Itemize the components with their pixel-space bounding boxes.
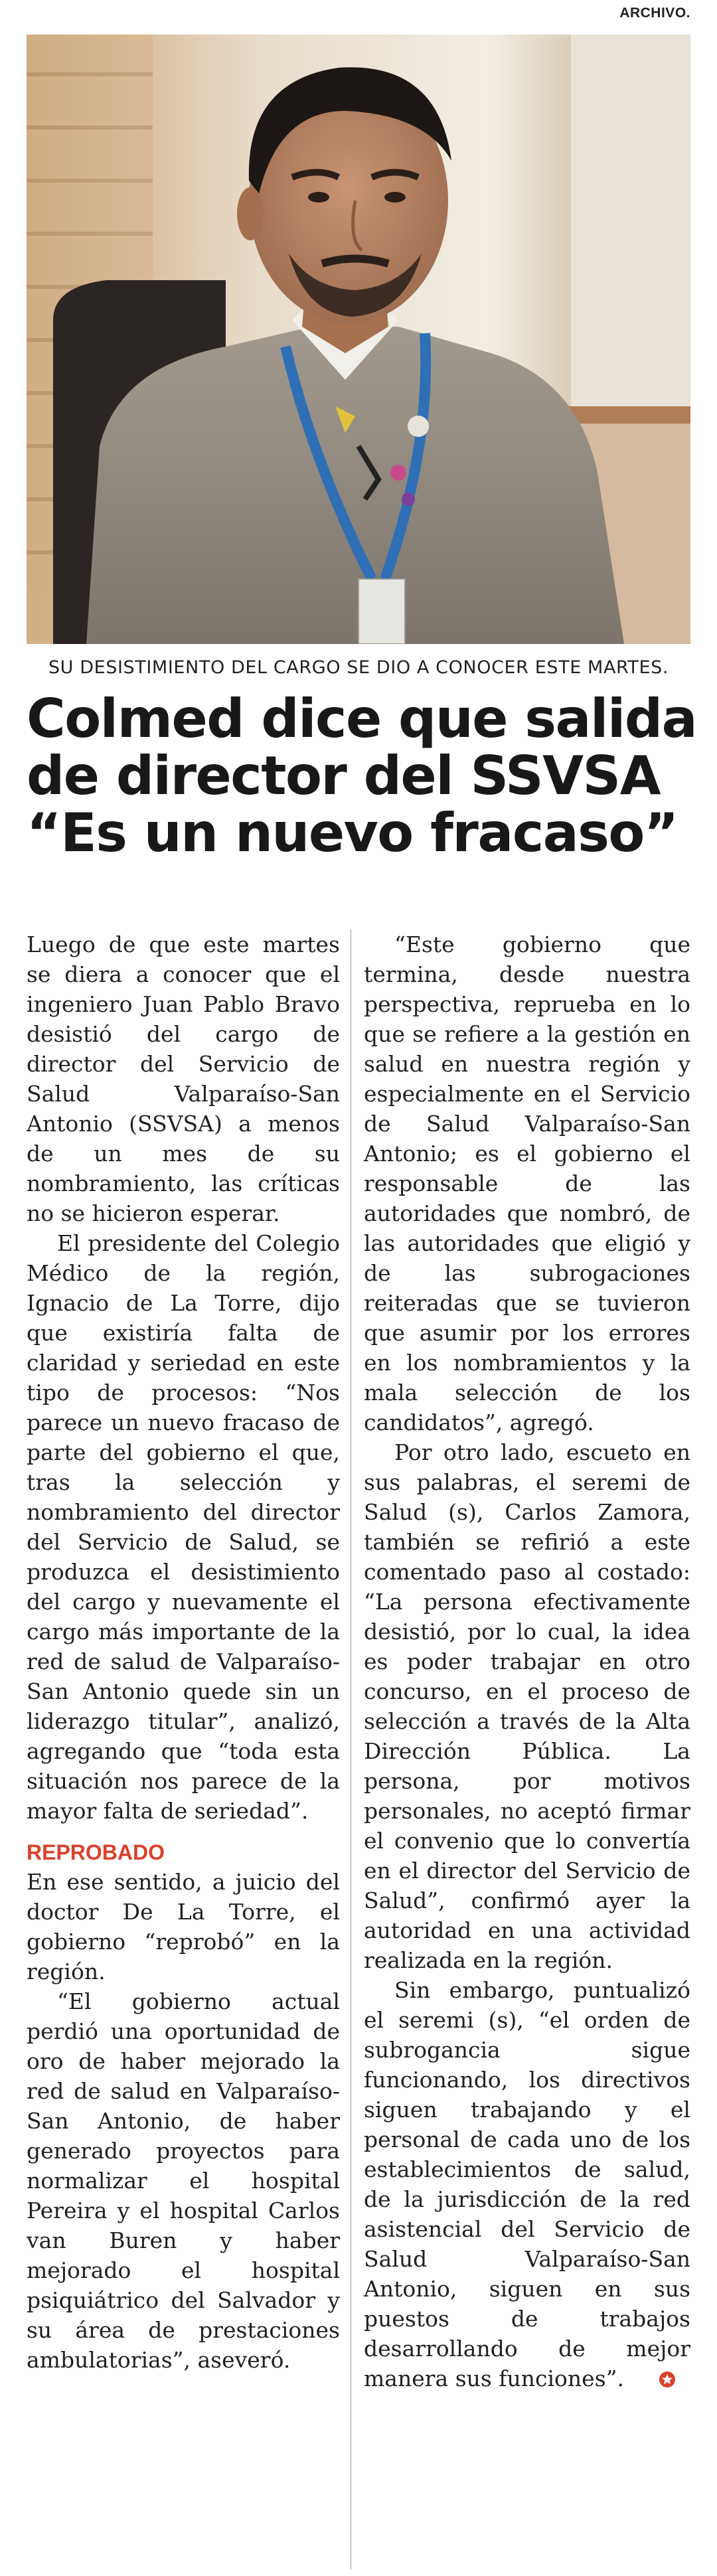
headline-line-1: Colmed dice que salida: [27, 688, 697, 750]
paragraph-president: El presidente del Colegio Médico de la región, Ignacio de La Torre, dijo que existiría falta de claridad y seriedad en este tipo de procesos: “Nos parece un nuevo fracaso de parte del gobierno el que, tras la selección y nombramiento del director del Servicio de Salud, se produzca el desistimiento del cargo y nuevamente el cargo más importante de la red de salud de Valparaíso-San Antonio quede sin un liderazgo titular”, analizó, agregando que “toda esta situación nos parece de la mayor falta de seriedad”.: [27, 1230, 340, 1824]
headline: [27, 688, 697, 864]
subheading-reprobado: REPROBADO: [27, 1840, 165, 1864]
headline-line-2: de director del SSVSA: [27, 745, 661, 807]
photo-caption: SU DESISTIMIENTO DEL CARGO SE DIO A CONOCER ESTE MARTES.: [48, 657, 669, 678]
paragraph-quote-continued: “Este gobierno que termina, desde nuestra perspectiva, reprueba en lo que se refiere a la gestión en salud en nuestra región y especialmente en el Servicio de Salud Valparaíso-San Antonio; es el gobierno el responsable de las autoridades que nombró, de las autoridades que eligió y de las subrogaciones reiteradas que se tuvieron que asumir por los errores en los nombramientos y la mala selección de los candidatos”, agregó.: [364, 931, 690, 1435]
paragraph-quote-gobierno: “El gobierno actual perdió una oportunidad de oro de haber mejorado la red de salud en Valparaíso-San Antonio, de haber generado proyectos para normalizar el hospital Pereira y el hospital Carlos van Buren y haber mejorado el hospital psiquiátrico del Salvador y su área de prestaciones ambulatorias”, aseveró.: [27, 1988, 340, 2373]
article-column-right: [364, 929, 690, 2393]
paragraph-intro: Luego de que este martes se diera a conocer que el ingeniero Juan Pablo Bravo desistió del cargo de director del Servicio de Salud Valparaíso-San Antonio (SSVSA) a menos de un mes de su nombramiento, las críticas no se hicieron esperar.: [27, 931, 340, 1226]
end-mark-icon: [628, 2366, 645, 2383]
photo-credit: ARCHIVO.: [619, 5, 690, 21]
headline-line-3: “Es un nuevo fracaso”: [27, 802, 678, 864]
paragraph-closing-text: Sin embargo, puntualizó el seremi (s), “el orden de subrogancia sigue funcionando, los directivos siguen trabajando y el personal de cada uno de los establecimientos de salud, de la jurisdicción de la red asistencial del Servicio de Salud Valparaíso-San Antonio, siguen en sus puestos de trabajos desarrollando de mejor manera sus funciones”.: [364, 1977, 690, 2391]
article-photo: [27, 35, 690, 644]
article-column-left: [27, 929, 340, 2375]
paragraph-closing: [364, 1975, 690, 2393]
paragraph-reprobo: En ese sentido, a juicio del doctor De La Torre, el gobierno “reprobó” en la región.: [27, 1869, 340, 1984]
paragraph-seremi: Por otro lado, escueto en sus palabras, el seremi de Salud (s), Carlos Zamora, también se refirió a este comentado paso al costado: “La persona efectivamente desistió, por lo cual, la idea es poder trabajar en otro concurso, en el proceso de selección a través de la Alta Dirección Pública. La persona, por motivos personales, no aceptó firmar el convenio que lo convertía en el director del Servicio de Salud”, confirmó ayer la autoridad en una actividad realizada en la región.: [364, 1439, 690, 1973]
